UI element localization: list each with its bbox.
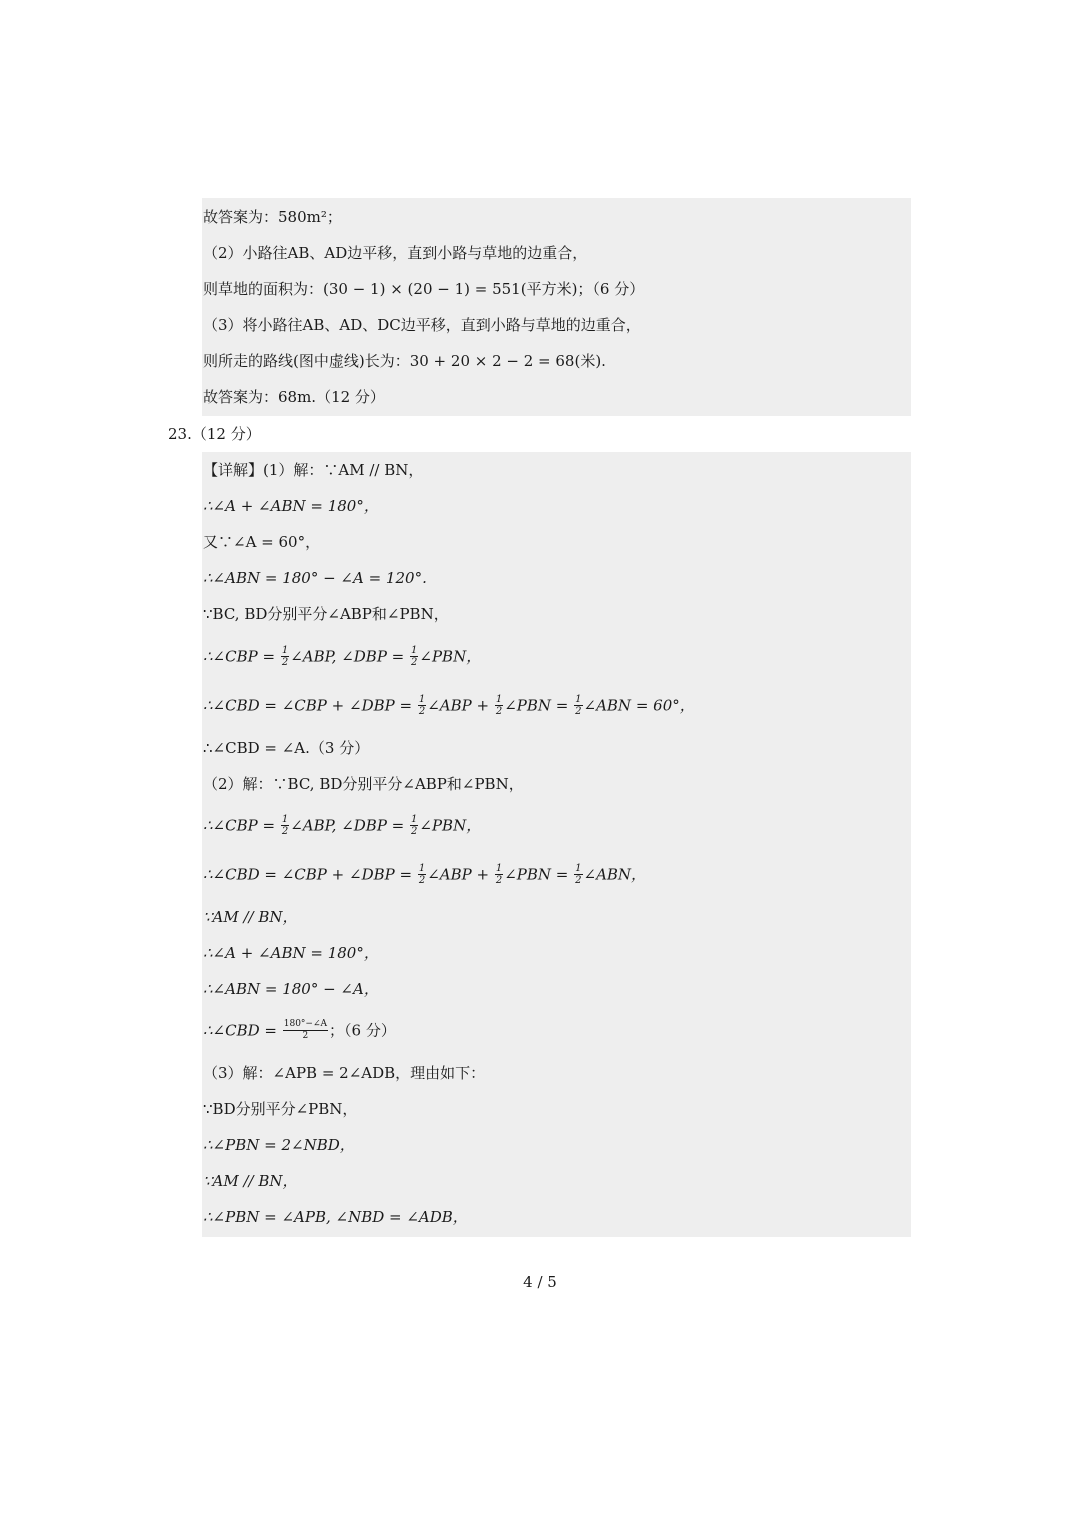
text-line: ∵AM // BN， [203,908,298,926]
text-line: 则草地的面积为：(30 − 1) × (20 − 1) = 551(平方米)；（6 分） [203,280,645,298]
fraction-denominator: 2 [281,826,289,837]
text-line: ∴∠A + ∠ABN = 180°， [203,497,379,515]
eq-part: ∴∠CBP = [203,816,280,835]
fraction-denominator: 2 [411,657,418,668]
fraction [418,694,426,717]
text-line: （3）解：∠APB = 2∠ADB，理由如下： [203,1064,486,1082]
fraction-numerator: 1 [411,814,418,825]
fraction-numerator: 1 [495,863,503,874]
fraction-denominator: 2 [418,875,426,886]
eq-part: ∴∠CBD = [203,1021,282,1040]
text-line: ∴∠A + ∠ABN = 180°， [203,944,379,962]
fraction-denominator: 2 [495,706,503,717]
fraction-numerator: 1 [281,645,289,656]
answer-block-22 [202,198,911,416]
equation-line [203,1020,396,1043]
fraction [418,863,426,886]
text-line: ∵BC, BD分别平分∠ABP和∠PBN， [203,605,449,623]
eq-part: ∠PBN = [504,865,574,884]
eq-part: ；（6 分） [329,1021,396,1040]
question-number: 23.（12 分） [168,425,261,443]
fraction-denominator: 2 [418,706,426,717]
eq-part: ∠ABP, ∠DBP = [290,647,410,666]
fraction-numerator: 1 [418,694,426,705]
fraction-denominator: 2 [411,826,418,837]
text-line: ∴∠ABN = 180° − ∠A = 120°. [203,569,427,587]
text-line: ∴∠CBD = ∠A.（3 分） [203,739,370,757]
eq-part: ∠ABP + [427,865,494,884]
fraction-numerator: 1 [575,694,582,705]
fraction [410,645,418,668]
fraction-denominator: 2 [495,875,503,886]
fraction [281,645,289,668]
eq-part: ∠PBN = [504,696,574,715]
fraction-numerator: 1 [495,694,503,705]
fraction-denominator: 2 [575,706,582,717]
eq-part: ∠PBN， [419,647,482,666]
eq-part: ∴∠CBP = [203,647,280,666]
equation-line [203,695,695,718]
text-line: ∵AM // BN， [203,1172,298,1190]
fraction-numerator: 180°−∠A [283,1019,328,1029]
text-line: 则所走的路线(图中虚线)长为：30 + 20 × 2 − 2 = 68(米). [203,352,606,370]
text-line: 又∵∠A = 60°， [203,533,321,551]
fraction-numerator: 1 [418,863,426,874]
eq-part: ∠ABN， [583,865,647,884]
eq-part: ∴∠CBD = ∠CBP + ∠DBP = [203,865,417,884]
text-line: 故答案为：68m.（12 分） [203,388,385,406]
fraction-numerator: 1 [575,863,582,874]
fraction [495,863,503,886]
equation-line [203,646,481,669]
fraction [495,694,503,717]
fraction [283,1019,328,1042]
equation-line [203,864,646,887]
text-line: （2）小路往AB、AD边平移，直到小路与草地的边重合， [203,244,588,262]
fraction-denominator: 2 [281,657,289,668]
fraction-denominator: 2 [302,1031,309,1041]
fraction [574,694,582,717]
eq-part: ∠ABN = 60°， [583,696,695,715]
text-line: （3）将小路往AB、AD、DC边平移，直到小路与草地的边重合， [203,316,641,334]
eq-part: ∠ABP + [427,696,494,715]
fraction [410,814,418,837]
text-line: ∴∠PBN = ∠APB, ∠NBD = ∠ADB， [203,1208,468,1226]
fraction-numerator: 1 [411,645,418,656]
fraction-numerator: 1 [281,814,289,825]
equation-line [203,815,481,838]
text-line: ∵BD分别平分∠PBN， [203,1100,358,1118]
fraction [574,863,582,886]
text-line: 故答案为：580m²； [203,208,342,226]
fraction [281,814,289,837]
page-number: 4 / 5 [523,1273,557,1291]
text-line: ∴∠ABN = 180° − ∠A， [203,980,379,998]
eq-part: ∴∠CBD = ∠CBP + ∠DBP = [203,696,417,715]
text-line: （2）解：∵BC, BD分别平分∠ABP和∠PBN， [203,775,524,793]
fraction-denominator: 2 [575,875,582,886]
text-line: 【详解】(1）解：∵AM // BN， [203,461,424,479]
text-line: ∴∠PBN = 2∠NBD， [203,1136,355,1154]
eq-part: ∠ABP, ∠DBP = [290,816,410,835]
eq-part: ∠PBN， [419,816,482,835]
